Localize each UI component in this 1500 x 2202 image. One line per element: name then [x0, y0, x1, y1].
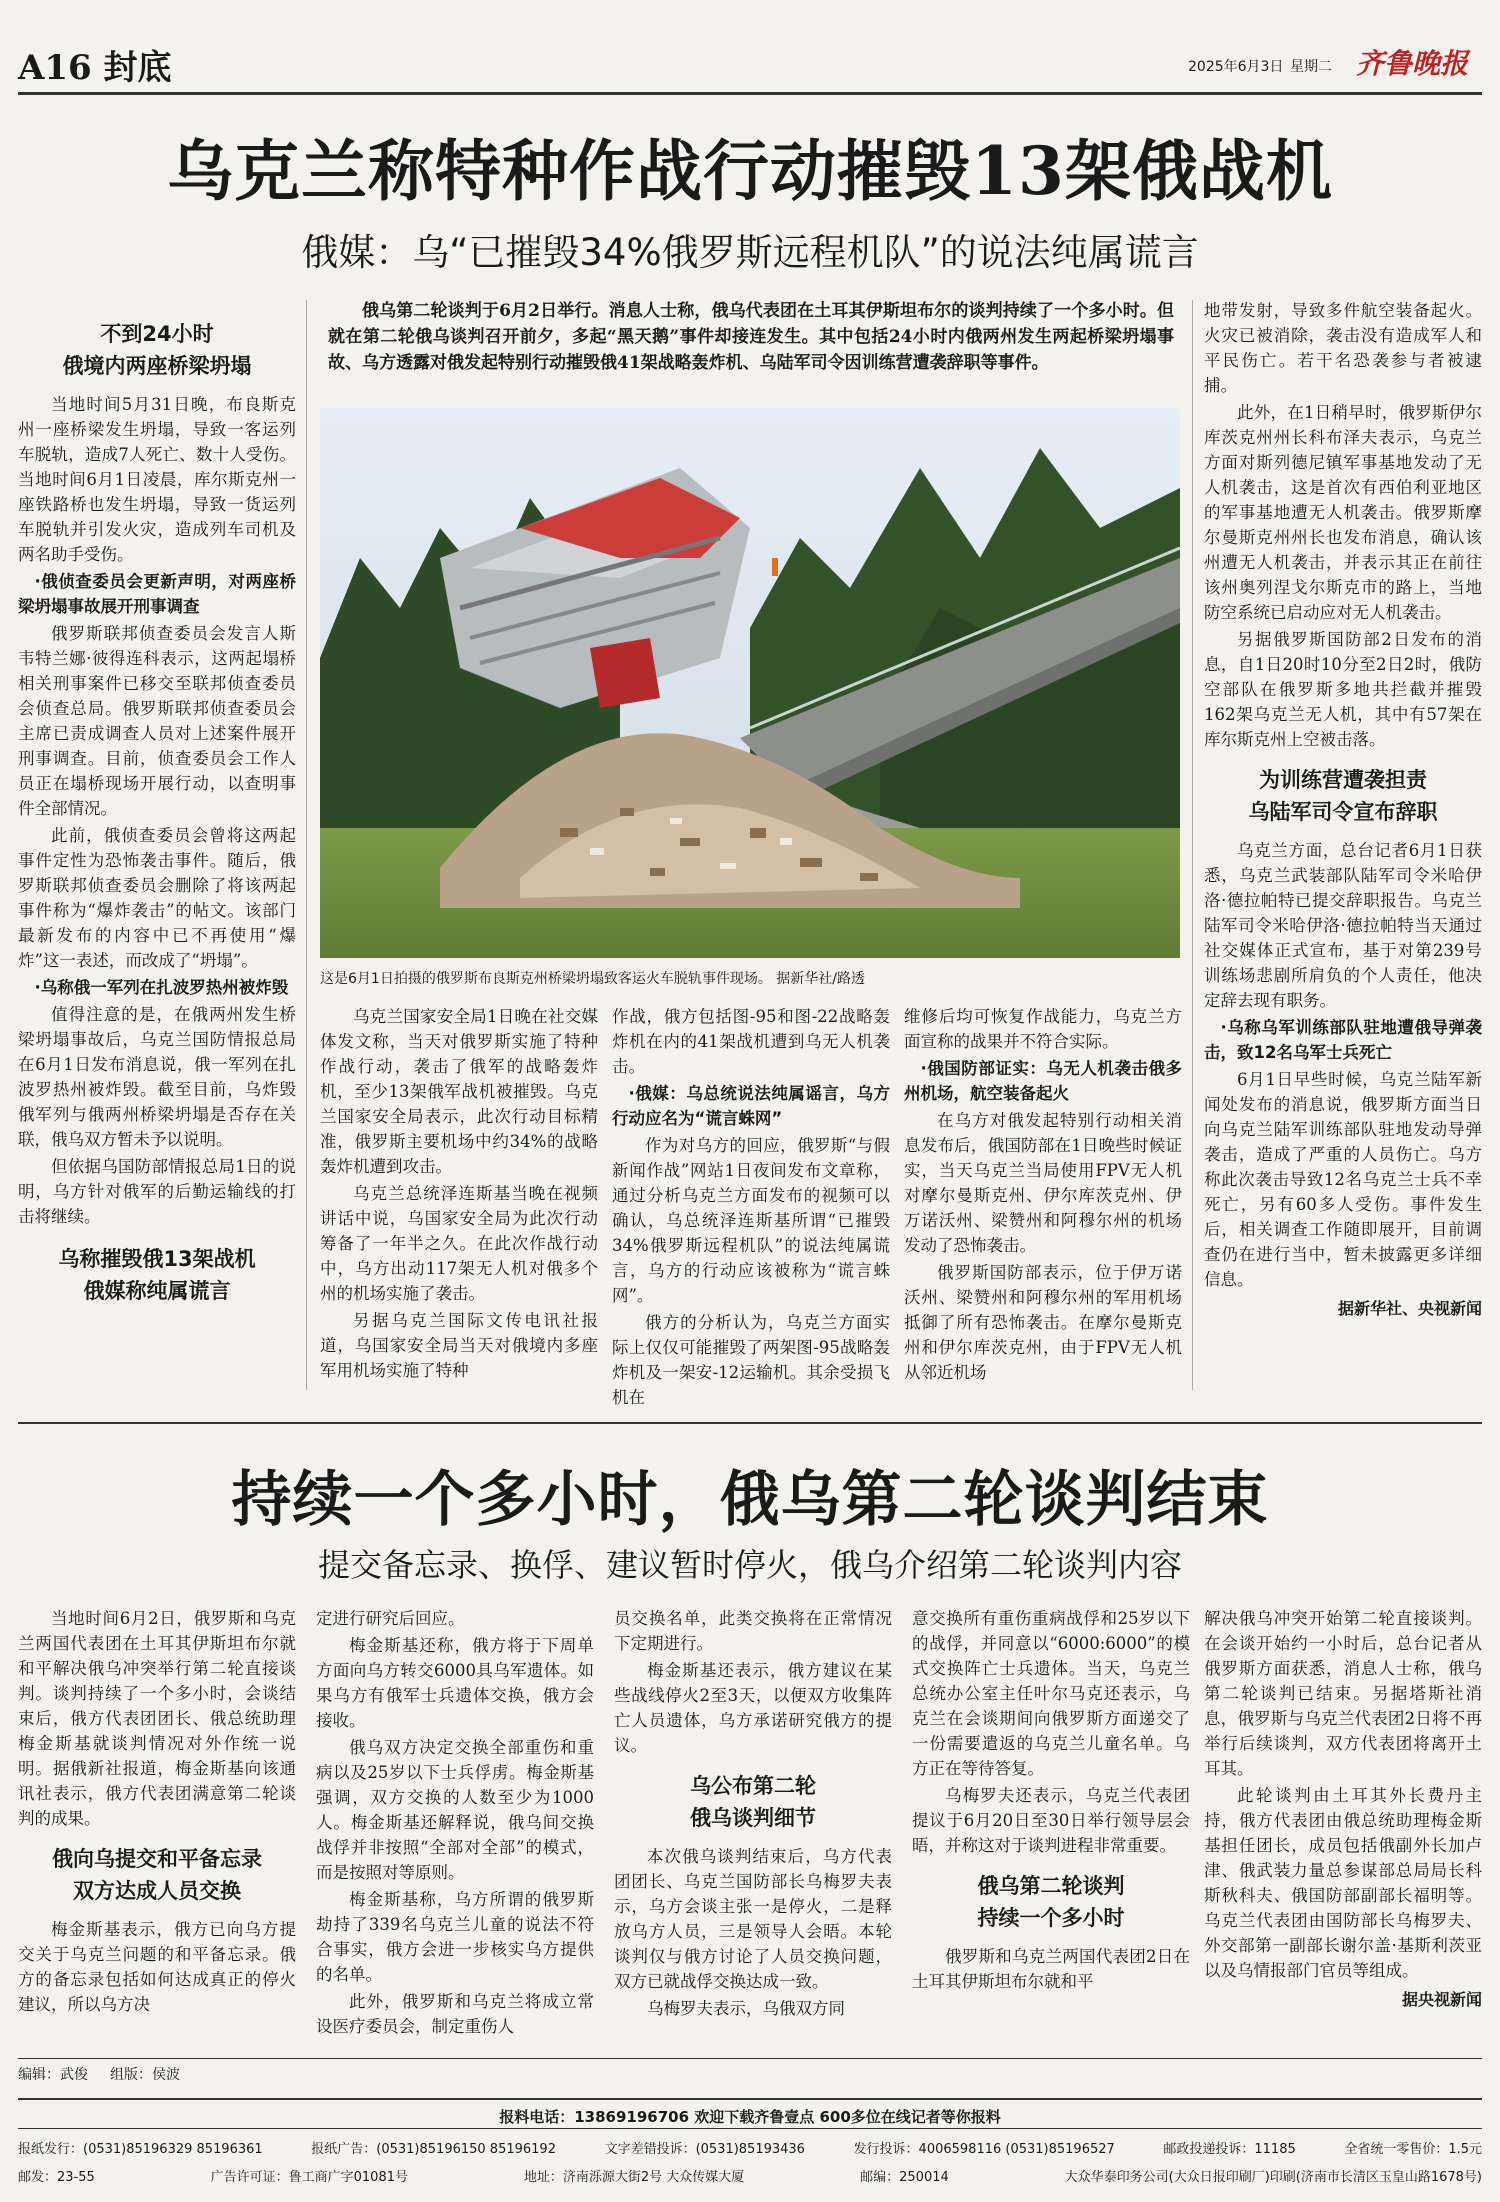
paragraph: 地带发射，导致多件航空装备起火。火灾已被消除，袭击没有造成军人和平民伤亡。若干名恐袭参与者被逮捕。: [1204, 301, 1482, 395]
sub-heading: ·乌称俄一军列在扎波罗热州被炸毁: [34, 978, 289, 997]
story1-crosshead-2: 乌称摧毁俄13架战机 俄媒称纯属谎言: [58, 1247, 256, 1303]
paragraph: 此轮谈判由土耳其外长费丹主持，俄方代表团由俄总统助理梅金斯基担任团长，成员包括俄副外长加卢津、俄武装力量总参谋部总局局长科斯秋科夫、俄国防部副部长福明等。乌克兰代表团由国防部长乌梅罗夫、外交部第一副部长谢尔盖·基斯利茨亚以及乌情报部门官员等组成。: [1204, 1786, 1482, 1980]
credits-rule: [18, 2058, 1482, 2059]
paragraph: 6月1日早些时候，乌克兰陆军新闻处发布的消息说，俄罗斯方面当日向乌克兰陆军训练部队驻地发动导弹袭击，造成了严重的人员伤亡。乌方称此次袭击导致12名乌克兰士兵不幸死亡，另有60多人受伤。事件发生后，相关调查工作随即展开，目前调查仍在进行当中，暂未披露更多详细信息。: [1204, 1070, 1482, 1289]
issue-weekday: 星期二: [1290, 59, 1332, 75]
footer-price: 全省统一零售价：1.5元: [1344, 2142, 1482, 2157]
paragraph: 梅金斯基还表示，俄方建议在某些战线停火2至3天，以便双方收集阵亡人员遗体，乌方承诺研究俄方的提议。: [614, 1661, 892, 1755]
story1-source: 据新华社、央视新闻: [1337, 1299, 1482, 1318]
footer-delivery-complaint: 发行投诉：4006598116 (0531)85196527: [853, 2142, 1115, 2157]
paragraph: 乌梅罗夫还表示，乌克兰代表团提议于6月20日至30日举行领导层会晤，并称这对于谈判进程非常重要。: [912, 1786, 1190, 1855]
masthead-rule: [18, 92, 1482, 95]
paragraph: 作为对乌方的回应，俄罗斯“与假新闻作战”网站1日夜间发布文章称，通过分析乌克兰方面发布的视频可以确认，乌总统泽连斯基所谓“已摧毁34%俄罗斯远程机队”的说法纯属谎言，乌方的行动应该被称为“谎言蛛网”。: [612, 1136, 890, 1305]
footer-advertising: 报纸广告：(0531)85196150 85196192: [311, 2142, 556, 2157]
paper-logo: 齐鲁晚报: [1356, 47, 1469, 80]
story2-column-4: [912, 1606, 1190, 1996]
paragraph: 此前，俄侦查委员会曾将这两起事件定性为恐怖袭击事件。随后，俄罗斯联邦侦查委员会删除了将该两起事件称为“爆炸袭击”的帖文。该部门最新发布的内容中已不再使用“爆炸”这一表述，而改成了“坍塌”。: [18, 826, 296, 970]
story2-column-5: [1204, 1606, 1482, 2010]
story2-headline: 持续一个多小时，俄乌第二轮谈判结束: [231, 1465, 1269, 1535]
story2-column-3: [614, 1606, 892, 2023]
story2-crosshead-3: 俄乌第二轮谈判 持续一个多小时: [977, 1874, 1125, 1930]
paragraph: 俄罗斯和乌克兰两国代表团2日在土耳其伊斯坦布尔就和平: [912, 1947, 1190, 1991]
story1-lead: 俄乌第二轮谈判于6月2日举行。消息人士称，俄乌代表团在土耳其伊斯坦布尔的谈判持续了一个多小时。但就在第二轮俄乌谈判召开前夕，多起“黑天鹅”事件却接连发生。其中包括24小时内俄两州发生两起桥梁坍塌事故、乌方透露对俄发起特别行动摧毁俄41架战略轰炸机、乌陆军司令因训练营遭袭辞职等事件。: [328, 301, 1174, 373]
paragraph: 另据俄罗斯国防部2日发布的消息，自1日20时10分至2日2时，俄防空部队在俄罗斯多地共拦截并摧毁162架乌克兰无人机，其中有57架在库尔斯克州上空被击落。: [1204, 630, 1482, 749]
paragraph: 解决俄乌冲突开始第二轮直接谈判。在会谈开始约一小时后，总台记者从俄罗斯方面获悉，消息人士称，俄乌第二轮谈判已结束。另据塔斯社消息，俄罗斯与乌克兰代表团2日将不再举行后续谈判，双方代表团将离开土耳其。: [1204, 1609, 1482, 1778]
paragraph: 俄罗斯联邦侦查委员会发言人斯韦特兰娜·彼得连科表示，这两起塌桥相关刑事案件已移交至联邦侦查委员会侦查总局。俄罗斯联邦侦查委员会主席已责成调查人员对上述案件展开刑事调查。目前，侦查委员会工作人员正在塌桥现场开展行动，以查明事件全部情况。: [18, 624, 296, 818]
story1-headline: 乌克兰称特种作战行动摧毁13架俄战机: [167, 132, 1333, 210]
paragraph: 乌克兰总统泽连斯基当晚在视频讲话中说，乌国家安全局为此次行动筹备了一年半之久。在此次作战行动中，乌方出动117架无人机对俄多个州的机场实施了袭击。: [320, 1184, 598, 1303]
photo-caption: 这是6月1日拍摄的俄罗斯布良斯克州桥梁坍塌致客运火车脱轨事件现场。 据新华社/路透: [320, 971, 865, 987]
footer-rule-2: [18, 2128, 1482, 2129]
footer-row-2: [18, 2166, 1482, 2185]
sub-heading: ·乌称乌军训练部队驻地遭俄导弹袭击，致12名乌军士兵死亡: [1204, 1018, 1482, 1062]
paragraph: 当地时间6月2日，俄罗斯和乌克兰两国代表团在土耳其伊斯坦布尔就和平解决俄乌冲突举行第二轮直接谈判。谈判持续了一个多小时，会谈结束后，俄方代表团团长、俄总统助理梅金斯基就谈判情况对外作统一说明。据俄新社报道，梅金斯基向该通讯社表示，俄方代表团满意第二轮谈判的成果。: [18, 1609, 296, 1828]
story1-column-4: [904, 1004, 1182, 1387]
paragraph: 维修后均可恢复作战能力，乌克兰方面宣称的战果并不符合实际。: [904, 1007, 1182, 1051]
tip-hotline: 报料电话：13869196706 欢迎下载齐鲁壹点 600多位在线记者等你报料: [499, 2108, 1001, 2126]
sub-heading: ·俄媒：乌总统说法纯属谣言，乌方行动应名为“谎言蛛网”: [612, 1084, 890, 1128]
issue-date: 2025年6月3日: [1188, 59, 1284, 75]
footer-printer: 大众华泰印务公司(大众日报印刷厂)印刷(济南市长清区玉皇山路1678号): [1064, 2170, 1482, 2185]
story1-crosshead-1: 不到24小时 俄境内两座桥梁坍塌: [62, 322, 252, 378]
page-section: A16 封底: [18, 48, 172, 88]
story1-subheadline: 俄媒：乌“已摧毁34%俄罗斯远程机队”的说法纯属谎言: [301, 231, 1199, 274]
paragraph: 意交换所有重伤重病战俘和25岁以下的战俘，并同意以“6000:6000”的模式交换阵亡士兵遗体。当天，乌克兰总统办公室主任叶尔马克还表示，乌克兰在会谈期间向俄罗斯方面递交了一份需要遣返的乌克兰儿童名单。乌方正在等待答复。: [912, 1609, 1190, 1778]
paragraph: 俄方的分析认为，乌克兰方面实际上仅仅可能摧毁了两架图-95战略轰炸机及一架安-12运输机。其余受损飞机在: [612, 1313, 890, 1407]
paragraph: 梅金斯基表示，俄方已向乌方提交关于乌克兰问题的和平备忘录。俄方的备忘录包括如何达成真正的停火建议，所以乌方决: [18, 1920, 296, 2014]
footer-postal-code: 邮发：23-55: [18, 2170, 95, 2185]
paragraph: 俄罗斯国防部表示，位于伊万诺沃州、梁赞州和阿穆尔州的军用机场抵御了所有恐怖袭击。在摩尔曼斯克州和伊尔库茨克州，由于FPV无人机从邻近机场: [904, 1263, 1182, 1382]
story2-crosshead-1: 俄向乌提交和平备忘录 双方达成人员交换: [52, 1847, 262, 1903]
footer-rule: [18, 2098, 1482, 2100]
sub-heading: ·俄侦查委员会更新声明，对两座桥梁坍塌事故展开刑事调查: [18, 572, 296, 616]
column-divider: [1192, 300, 1193, 1390]
paragraph: 但依据乌国防部情报总局1日的说明，乌方针对俄军的后勤运输线的打击将继续。: [18, 1157, 296, 1226]
paragraph: 乌克兰方面，总台记者6月1日获悉，乌克兰武装部队陆军司令米哈伊洛·德拉帕特已提交辞职报告。乌克兰陆军司令米哈伊洛·德拉帕特当天通过社交媒体正式宣布，基于对第239号训练场悲剧所肩负的个人责任，他决定辞去现有职务。: [1204, 841, 1482, 1010]
footer-ad-license: 广告许可证：鲁工商广字01081号: [210, 2170, 408, 2185]
paragraph: 乌克兰国家安全局1日晚在社交媒体发文称，当天对俄罗斯实施了特种作战行动，袭击了俄军的战略轰炸机，至少13架俄军战机被摧毁。乌克兰国家安全局表示，此次行动目标精准，俄罗斯主要机场中约34%的战略轰炸机遭到攻击。: [320, 1007, 598, 1176]
paragraph: 定进行研究后回应。: [316, 1609, 465, 1628]
paragraph: 作战，俄方包括图-95和图-22战略轰炸机在内的41架战机遭到乌无人机袭击。: [612, 1007, 890, 1076]
footer-address: 地址：济南泺源大街2号 大众传媒大厦: [523, 2170, 745, 2185]
story2-crosshead-2: 乌公布第二轮 俄乌谈判细节: [690, 1774, 816, 1830]
story1-column-2: [320, 1004, 598, 1385]
paragraph: 乌梅罗夫表示，乌俄双方同: [647, 1999, 845, 2018]
paragraph: 值得注意的是，在俄两州发生桥梁坍塌事故后，乌克兰国防情报总局在6月1日发布消息说，俄一军列在扎波罗热州被炸毁。截至目前，乌炸毁俄军列与俄两州桥梁坍塌是否存在关联，俄乌双方暂未予以说明。: [18, 1005, 296, 1149]
bridge-collapse-photo: [320, 408, 1180, 958]
story2-subheadline: 提交备忘录、换俘、建议暂时停火，俄乌介绍第二轮谈判内容: [317, 1546, 1182, 1584]
story2-column-1: [18, 1606, 296, 2019]
paragraph: 此外，俄罗斯和乌克兰将成立常设医疗委员会，制定重伤人: [316, 1992, 594, 2036]
layout-credit: 组版：侯波: [110, 2067, 180, 2083]
story2-column-2: [316, 1606, 594, 2041]
footer-row-1: [18, 2138, 1482, 2157]
paragraph: 在乌方对俄发起特别行动相关消息发布后，俄国防部在1日晚些时候证实，当天乌克兰当局使用FPV无人机对摩尔曼斯克州、伊尔库茨克州、伊万诺沃州、梁赞州和阿穆尔州的机场发动了恐怖袭击。: [904, 1111, 1182, 1255]
footer-zip: 邮编：250014: [860, 2170, 949, 2185]
story-divider: [18, 1422, 1482, 1424]
paragraph: 员交换名单，此类交换将在正常情况下定期进行。: [614, 1609, 892, 1653]
story1-column-1: [18, 318, 296, 1317]
paragraph: 梅金斯基还称，俄方将于下周单方面向乌方转交6000具乌军遗体。如果乌方有俄军士兵遗体交换，俄方会接收。: [316, 1636, 594, 1730]
footer-postal-complaint: 邮政投递投诉：11185: [1163, 2142, 1296, 2157]
paragraph: 梅金斯基称，乌方所谓的俄罗斯劫持了339名乌克兰儿童的说法不符合事实，俄方会进一步核实乌方提供的名单。: [316, 1890, 594, 1984]
paragraph: 另据乌克兰国际文传电讯社报道，乌国家安全局当天对俄境内多座军用机场实施了特种: [320, 1311, 598, 1380]
footer-error-complaint: 文字差错投诉：(0531)85193436: [604, 2142, 805, 2157]
footer-distribution: 报纸发行：(0531)85196329 85196361: [18, 2142, 263, 2157]
column-divider: [306, 300, 307, 1390]
story1-crosshead-3: 为训练营遭袭担责 乌陆军司令宣布辞职: [1248, 768, 1438, 824]
paragraph: 此外，在1日稍早时，俄罗斯伊尔库茨克州州长科布泽夫表示，乌克兰方面对斯列德尼镇军事基地发动了无人机袭击，这是首次有西伯利亚地区的军事基地遭无人机袭击。俄罗斯摩尔曼斯克州州长也发布消息，确认该州遭无人机袭击，并表示其正在前往该州奥列涅戈尔斯克市的路上，当地防空系统已启动应对无人机袭击。: [1204, 403, 1482, 622]
paragraph: 当地时间5月31日晚，布良斯克州一座桥梁发生坍塌，导致一客运列车脱轨，造成7人死亡、数十人受伤。当地时间6月1日凌晨，库尔斯克州一座铁路桥也发生坍塌，导致一货运列车脱轨并引发火灾，造成列车司机及两名助手受伤。: [18, 395, 296, 564]
paragraph: 俄乌双方决定交换全部重伤和重病以及25岁以下士兵俘虏。梅金斯基强调，双方交换的人数至少为1000人。梅金斯基还解释说，俄乌间交换战俘并非按照“全部对全部”的模式，而是按照对等原则。: [316, 1738, 594, 1882]
story2-source: 据央视新闻: [1401, 1990, 1482, 2009]
paragraph: 本次俄乌谈判结束后，乌方代表团团长、乌克兰国防部长乌梅罗夫表示，乌方会谈主张一是停火，二是释放乌方人员，三是领导人会晤。本轮谈判仅与俄方讨论了人员交换问题，双方已就战俘交换达成一致。: [614, 1847, 892, 1991]
editor-credit: 编辑：武俊: [18, 2067, 88, 2083]
story1-column-3: [612, 1004, 890, 1412]
story1-column-5: [1204, 298, 1482, 1319]
news-photo: [320, 408, 1180, 958]
sub-heading: ·俄国防部证实：乌无人机袭击俄多州机场，航空装备起火: [904, 1059, 1182, 1103]
